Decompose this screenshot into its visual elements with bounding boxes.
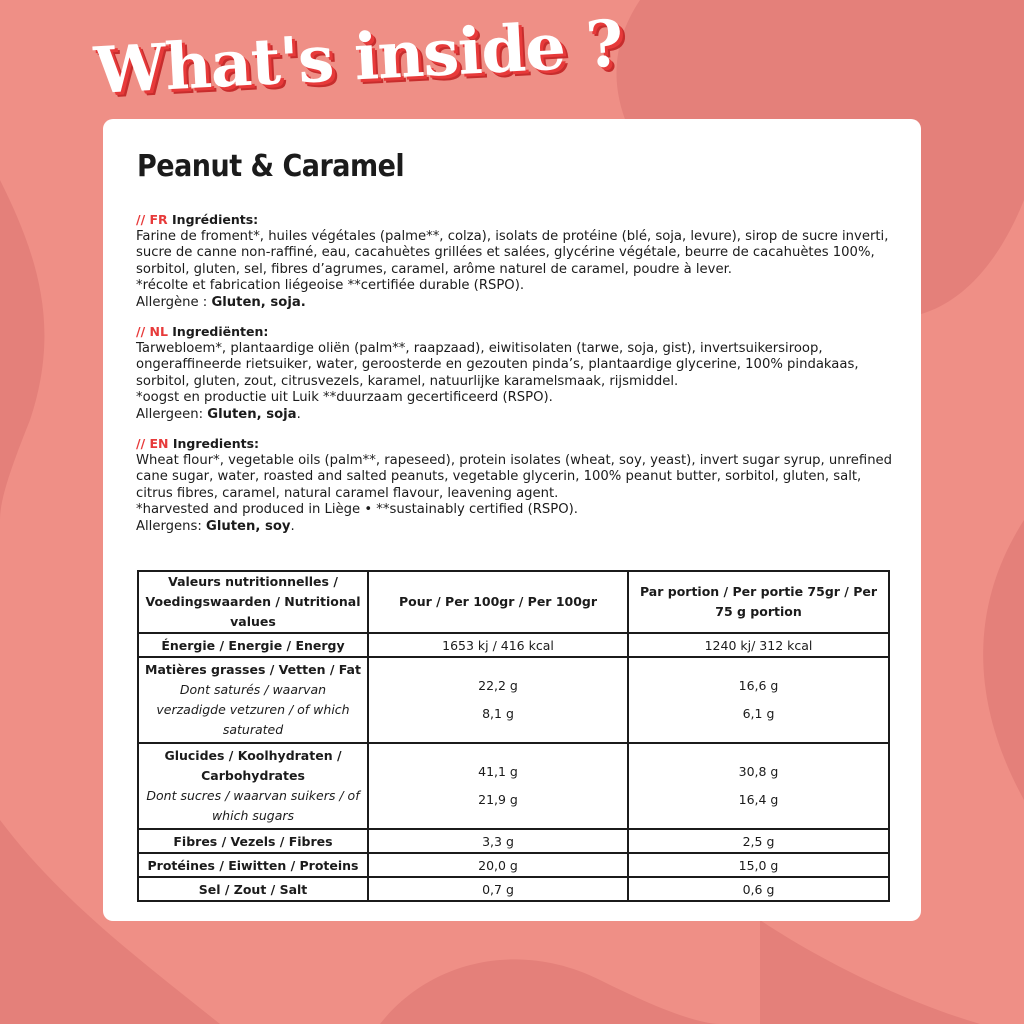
section-heading <box>136 324 896 341</box>
nutrient-label: Énergie / Energie / Energy <box>138 633 368 657</box>
value-per100: 0,7 g <box>368 877 628 901</box>
language-code: // NL <box>136 324 168 339</box>
section-heading <box>136 212 896 229</box>
table-header-portion: Par portion / Per portie 75gr / Per 75 g portion <box>628 571 889 633</box>
value-per100: 22,2 g <box>478 678 518 693</box>
allergen-value: Gluten, soja <box>207 406 297 422</box>
nutrient-label: Fibres / Vezels / Fibres <box>138 829 368 853</box>
value-portion-cell <box>628 657 889 743</box>
value-per100: 1653 kj / 416 kcal <box>368 633 628 657</box>
nutrient-label: Matières grasses / Vetten / Fat <box>145 662 361 677</box>
table-row-energy <box>138 633 889 657</box>
allergen-suffix: . <box>296 406 301 422</box>
table-header-row <box>138 571 889 633</box>
value-per100-sub: 8,1 g <box>482 706 514 721</box>
allergen-value: Gluten, soja. <box>211 294 306 310</box>
value-per100-cell <box>368 743 628 829</box>
table-header-nutrient: Valeurs nutritionnelles / Voedingswaarden / Nutritional values <box>138 571 368 633</box>
sourcing-note: *récolte et fabrication liégeoise **certifiée durable (RSPO). <box>136 278 525 294</box>
allergen-line <box>136 295 896 312</box>
table-row-proteins <box>138 853 889 877</box>
value-portion: 2,5 g <box>628 829 889 853</box>
value-portion: 30,8 g <box>738 764 779 779</box>
value-per100-cell <box>368 657 628 743</box>
section-fr <box>136 212 896 312</box>
language-code: // FR <box>136 212 168 227</box>
allergen-suffix: . <box>290 518 295 534</box>
ingredients-text: Tarwebloem*, plantaardige oliën (palm**, raapzaad), eiwitisolaten (tarwe, soja, gist), invertsuikersiroop, ongeraffineerde rietsuiker, water, geroosterde en gezouten pinda’s, plantaardige glycerine, 100% pindakaas, sorbitol, gluten, zout, citrusvezels, karamel, natuurlijke karamelsmaak, rijsmiddel. <box>136 340 859 389</box>
value-portion-sub: 16,4 g <box>738 792 779 807</box>
value-per100-sub: 21,9 g <box>478 792 518 807</box>
section-nl <box>136 324 896 424</box>
allergen-line <box>136 407 896 424</box>
table-row-fat <box>138 657 889 743</box>
heading-label: Ingredients: <box>172 436 260 451</box>
ingredients-text: Wheat flour*, vegetable oils (palm**, rapeseed), protein isolates (wheat, soy, yeast), invert sugar syrup, unrefined cane sugar, water, roasted and salted peanuts, vegetable glycerin, 100% peanut butter, sorbitol, gluten, salt, citrus fibres, caramel, natural caramel flavour, leavening agent. <box>136 452 893 501</box>
value-per100: 41,1 g <box>478 764 518 779</box>
nutrient-label: Protéines / Eiwitten / Proteins <box>138 853 368 877</box>
table-header-per100: Pour / Per 100gr / Per 100gr <box>368 571 628 633</box>
nutrition-table <box>137 570 890 902</box>
ingredients-card <box>103 119 921 921</box>
table-row-carbs <box>138 743 889 829</box>
section-heading <box>136 436 896 453</box>
heading-label: Ingrédients: <box>172 212 259 227</box>
nutrient-label: Sel / Zout / Salt <box>138 877 368 901</box>
page-headline: What's inside ? <box>92 6 625 109</box>
nutrient-label: Glucides / Koolhydraten / Carbohydrates <box>164 748 342 783</box>
value-per100: 20,0 g <box>368 853 628 877</box>
value-portion-sub: 6,1 g <box>742 706 775 721</box>
sourcing-note: *harvested and produced in Liège • **sustainably certified (RSPO). <box>136 502 578 518</box>
value-portion-cell <box>628 743 889 829</box>
nutrient-sublabel: Dont sucres / waarvan suikers / of which sugars <box>146 788 360 823</box>
value-portion: 0,6 g <box>628 877 889 901</box>
ingredients-text: Farine de froment*, huiles végétales (palme**, colza), isolats de protéine (blé, soja, levure), sirop de sucre inverti, sucre de canne non-raffiné, eau, cacahuètes grillées et salées, glycérine végétale, beurre de cacahuètes 100%, sorbitol, gluten, sel, fibres d’agrumes, caramel, arôme naturel de caramel, poudre à lever. <box>136 228 889 277</box>
sourcing-note: *oogst en productie uit Luik **duurzaam gecertificeerd (RSPO). <box>136 390 553 406</box>
heading-label: Ingrediënten: <box>172 324 269 339</box>
allergen-label: Allergène : <box>136 294 212 310</box>
value-per100: 3,3 g <box>368 829 628 853</box>
value-portion: 16,6 g <box>738 678 779 693</box>
language-code: // EN <box>136 436 169 451</box>
value-portion: 1240 kj/ 312 kcal <box>628 633 889 657</box>
allergen-line <box>136 519 896 536</box>
product-name: Peanut & Caramel <box>137 149 405 184</box>
value-portion: 15,0 g <box>628 853 889 877</box>
table-row-fibres <box>138 829 889 853</box>
allergen-value: Gluten, soy <box>206 518 291 534</box>
section-en <box>136 436 896 536</box>
nutrient-label-cell <box>138 657 368 743</box>
table-row-salt <box>138 877 889 901</box>
nutrient-label-cell <box>138 743 368 829</box>
allergen-label: Allergens: <box>136 518 207 534</box>
nutrient-sublabel: Dont saturés / waarvan verzadigde vetzuren / of which saturated <box>156 682 350 737</box>
allergen-label: Allergeen: <box>136 406 208 422</box>
